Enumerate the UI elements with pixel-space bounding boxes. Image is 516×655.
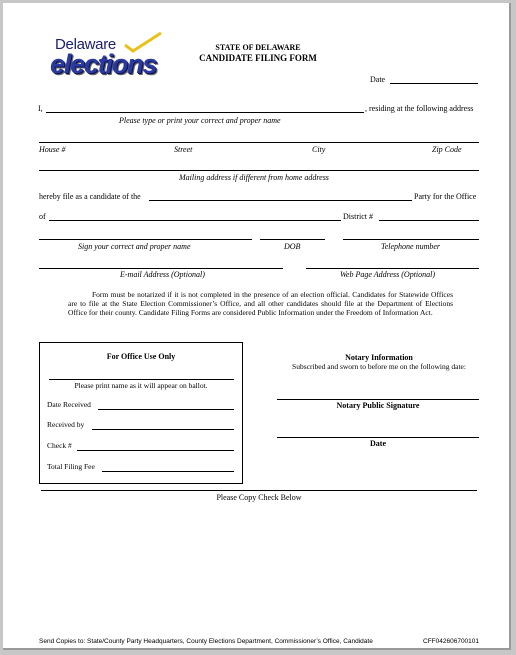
form-page (3, 3, 511, 650)
notary-date-label: Date (370, 439, 386, 448)
send-copies-text: Send Copies to: State/County Party Headquarters, County Elections Department, Commissioner’s Office, Candidate (39, 638, 373, 645)
date-received-field[interactable] (98, 409, 234, 410)
name-caption: Please type or print your correct and proper name (119, 116, 281, 125)
zip-label: Zip Code (432, 145, 462, 154)
notary-date-field[interactable] (277, 437, 479, 438)
candidate-suffix: Party for the Office (414, 192, 477, 201)
district-field[interactable] (379, 220, 479, 221)
logo-delaware-text: Delaware (55, 36, 116, 53)
print-name-note: Please print name as it will appear on ballot. (74, 381, 208, 390)
signature-field[interactable] (39, 239, 252, 240)
state-heading: STATE OF DELAWARE (215, 43, 301, 52)
street-label: Street (174, 145, 193, 154)
web-label: Web Page Address (Optional) (340, 270, 436, 279)
email-label: E-mail Address (Optional) (120, 270, 205, 279)
name-suffix: , residing at the following address (365, 104, 474, 113)
ballot-name-field[interactable] (49, 379, 234, 380)
candidate-prefix: hereby file as a candidate of the (39, 192, 141, 201)
mailing-caption: Mailing address if different from home address (179, 173, 329, 182)
home-address-field[interactable] (39, 142, 479, 143)
phone-label: Telephone number (381, 242, 441, 251)
check-number-field[interactable] (77, 450, 234, 451)
office-prefix: of (39, 212, 46, 221)
copy-check-label: Please Copy Check Below (216, 493, 302, 502)
name-prefix: I, (38, 104, 43, 113)
check-number-label: Check # (47, 441, 72, 450)
received-by-field[interactable] (92, 429, 234, 430)
signature-label: Sign your correct and proper name (78, 242, 191, 251)
phone-field[interactable] (343, 239, 479, 240)
dob-label: DOB (284, 242, 301, 251)
copy-check-divider (41, 490, 477, 491)
total-fee-field[interactable] (102, 471, 234, 472)
date-received-label: Date Received (47, 400, 91, 409)
notarization-notice: Form must be notarized if it is not completed in the presence of an election official. Candidates for Statewide Offices are to file at the State Election Commissioner’s Office, and all other candidates should file at the Department of Elections Office for their county. Candidate Filing Forms are considered Public Information under the Freedom of Information Act. (68, 290, 453, 317)
mailing-address-field[interactable] (39, 170, 479, 171)
name-field[interactable] (46, 112, 364, 113)
notary-title: Notary Information (345, 353, 413, 362)
received-by-label: Received by (47, 420, 85, 429)
notary-signature-field[interactable] (277, 399, 479, 400)
dob-field[interactable] (260, 239, 325, 240)
house-label: House # (39, 145, 66, 154)
email-field[interactable] (39, 268, 283, 269)
district-label: District # (343, 212, 373, 221)
form-code: CFF042606700101 (423, 638, 480, 645)
office-field[interactable] (49, 220, 341, 221)
office-use-box (39, 342, 243, 484)
office-use-title: For Office Use Only (106, 352, 176, 361)
date-label: Date (370, 75, 386, 84)
form-title: CANDIDATE FILING FORM (199, 53, 317, 63)
city-label: City (312, 145, 326, 154)
date-field[interactable] (390, 83, 478, 84)
web-field[interactable] (306, 268, 479, 269)
notary-signature-label: Notary Public Signature (336, 401, 420, 410)
notary-subtitle: Subscribed and sworn to before me on the following date: (292, 362, 466, 371)
total-fee-label: Total Filing Fee (47, 462, 95, 471)
logo-elections-text: elections (50, 49, 157, 79)
party-field[interactable] (149, 200, 412, 201)
